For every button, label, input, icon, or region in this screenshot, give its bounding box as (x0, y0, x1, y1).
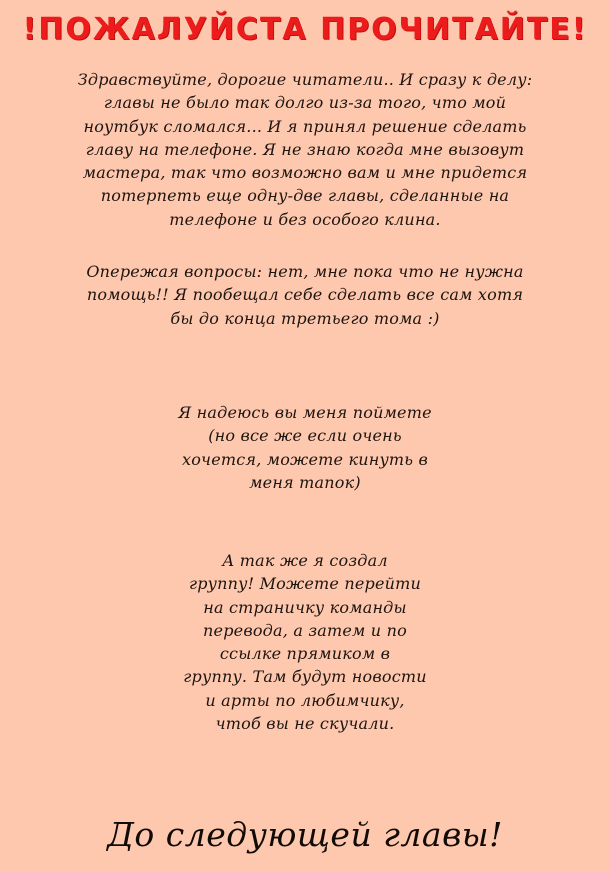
paragraph-hope (50, 401, 560, 494)
paragraph-greeting (50, 68, 560, 231)
text-line: помощь!! Я пообещал себе сделать все сам хотя (86, 285, 524, 305)
text-line: главы не было так долго из-за того, что мой (103, 93, 507, 113)
text-line: меня тапок) (249, 472, 361, 492)
text-line: потерпеть еще одну-две главы, сделанные на (100, 186, 510, 206)
text-line: и арты по любимчику, (205, 690, 405, 710)
text-line: Опережая вопросы: нет, мне пока что не нужна (86, 262, 524, 281)
closing-line: До следующей главы! (107, 815, 503, 854)
text-line: (но все же если очень (208, 426, 402, 446)
text-line: Здравствуйте, дорогие читатели.. И сразу к делу: (77, 70, 533, 89)
text-line: перевода, а затем и по (203, 620, 407, 640)
text-line: группу. Там будут новости (183, 667, 427, 687)
text-line: ноутбук сломался... И я принял решение сделать (83, 116, 527, 136)
text-line: телефоне и без особого клина. (169, 209, 441, 229)
text-line: мастера, так что возможно вам и мне придется (82, 163, 528, 183)
text-line: группу! Можете перейти (188, 574, 422, 594)
text-line: ссылке прямиком в (219, 644, 391, 664)
text-line: главу на телефоне. Я не знаю когда мне вызовут (85, 139, 525, 159)
text-line: бы до конца третьего тома :) (170, 308, 440, 328)
text-line: А так же я создал (222, 551, 388, 570)
paragraph-questions (50, 260, 560, 330)
paragraph-group (50, 549, 560, 735)
text-line: Я надеюсь вы меня поймете (178, 403, 432, 422)
text-line: хочется, можете кинуть в (181, 449, 429, 469)
page-title: !ПОЖАЛУЙСТА ПРОЧИТАЙТЕ! (22, 12, 588, 47)
text-line: чтоб вы не скучали. (215, 714, 395, 734)
text-line: на страничку команды (203, 597, 407, 617)
